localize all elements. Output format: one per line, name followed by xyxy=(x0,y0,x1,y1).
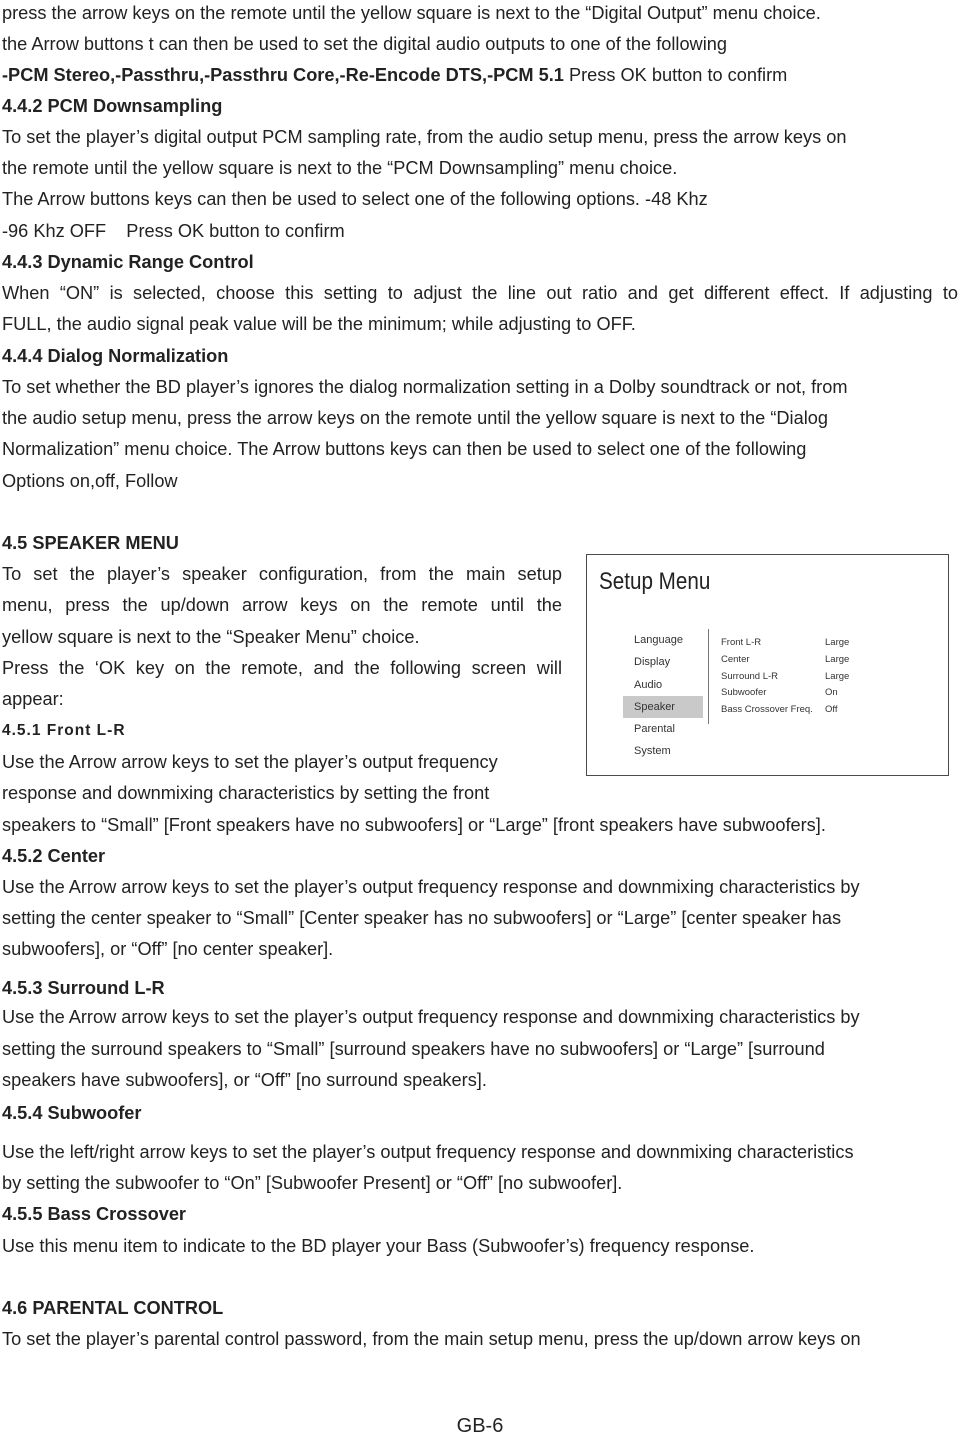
menu-item-language: Language xyxy=(634,634,683,646)
paragraph-line: Normalization” menu choice. The Arrow buttons keys can then be used to select one of the following xyxy=(2,439,807,459)
menu-divider xyxy=(708,629,709,724)
subsection-heading: 4.5.1 Front L-R xyxy=(2,722,126,739)
paragraph-line: To set the player’s digital output PCM sampling rate, from the audio setup menu, press the arrow keys on xyxy=(2,127,847,147)
output-options-list: -PCM Stereo,-Passthru,-Passthru Core,-Re-Encode DTS,-PCM 5.1 xyxy=(2,65,564,85)
paragraph-line: response and downmixing characteristics by setting the front xyxy=(2,783,490,803)
paragraph-line: Options on,off, Follow xyxy=(2,471,178,491)
value-center: Large xyxy=(825,653,850,665)
setup-menu-categories xyxy=(623,629,703,763)
menu-item-parental: Parental xyxy=(634,723,675,736)
value-surround-lr: Large xyxy=(825,670,850,682)
paragraph-line: Press the ‘OK key on the remote, and the following screen will xyxy=(2,658,562,678)
paragraph-line: Use the Arrow arrow keys to set the player’s output frequency response and downmixing characteristics by xyxy=(2,1007,860,1027)
paragraph-line: appear: xyxy=(2,689,64,709)
option-surround-lr: Surround L-R xyxy=(721,670,779,682)
paragraph-line xyxy=(2,64,787,86)
paragraph-line: by setting the subwoofer to “On” [Subwoofer Present] or “Off” [no subwoofer]. xyxy=(2,1173,623,1193)
subsection-heading: 4.5.5 Bass Crossover xyxy=(2,1204,187,1224)
section-heading: 4.4.2 PCM Downsampling xyxy=(2,96,223,116)
value-bass-crossover: Off xyxy=(825,704,838,716)
paragraph-line: press the arrow keys on the remote until the yellow square is next to the “Digital Output” menu choice. xyxy=(2,3,821,23)
paragraph-line: To set whether the BD player’s ignores the dialog normalization setting in a Dolby soundtrack or not, from xyxy=(2,377,848,397)
paragraph-line: Use the left/right arrow keys to set the player’s output frequency response and downmixing characteristics xyxy=(2,1142,854,1162)
paragraph-line: To set the player’s speaker configuration, from the main setup xyxy=(2,564,562,584)
paragraph-line: speakers to “Small” [Front speakers have no subwoofers] or “Large” [front speakers have subwoofers]. xyxy=(2,815,826,835)
paragraph-line: -96 Khz OFF Press OK button to confirm xyxy=(2,221,345,241)
paragraph-line: the remote until the yellow square is next to the “PCM Downsampling” menu choice. xyxy=(2,158,678,178)
subsection-heading: 4.5.4 Subwoofer xyxy=(2,1103,142,1123)
menu-item-display: Display xyxy=(634,656,671,669)
paragraph-line: yellow square is next to the “Speaker Menu” choice. xyxy=(2,627,420,647)
speaker-options xyxy=(721,635,831,719)
option-subwoofer: Subwoofer xyxy=(721,687,767,699)
paragraph-line: speakers have subwoofers], or “Off” [no surround speakers]. xyxy=(2,1070,487,1090)
page-number: GB-6 xyxy=(456,1415,504,1437)
value-front-lr: Large xyxy=(825,637,850,648)
option-bass-crossover: Bass Crossover Freq. xyxy=(721,704,813,716)
menu-item-audio: Audio xyxy=(634,678,663,691)
section-heading: 4.4.4 Dialog Normalization xyxy=(2,346,229,366)
speaker-values xyxy=(825,635,885,719)
paragraph-line: FULL, the audio signal peak value will be the minimum; while adjusting to OFF. xyxy=(2,314,636,334)
value-subwoofer: On xyxy=(825,687,838,699)
menu-item-system: System xyxy=(634,745,671,758)
paragraph-line: The Arrow buttons keys can then be used to select one of the following options. -48 Khz xyxy=(2,189,708,209)
setup-menu-figure xyxy=(586,554,949,776)
paragraph-line: Use the Arrow arrow keys to set the player’s output frequency response and downmixing characteristics by xyxy=(2,877,860,897)
paragraph-line: Use this menu item to indicate to the BD player your Bass (Subwoofer’s) frequency response. xyxy=(2,1236,755,1256)
setup-menu-title: Setup Menu xyxy=(599,568,711,595)
paragraph-line: the Arrow buttons t can then be used to set the digital audio outputs to one of the following xyxy=(2,34,727,54)
subsection-heading: 4.5.2 Center xyxy=(2,846,106,866)
paragraph-line: subwoofers], or “Off” [no center speaker]. xyxy=(2,939,334,959)
confirm-instruction: Press OK button to confirm xyxy=(563,65,788,85)
paragraph-line: setting the center speaker to “Small” [Center speaker has no subwoofers] or “Large” [center speaker has xyxy=(2,908,842,928)
menu-item-speaker: Speaker xyxy=(623,696,703,718)
paragraph-line: Use the Arrow arrow keys to set the player’s output frequency xyxy=(2,752,498,772)
paragraph-line: To set the player’s parental control password, from the main setup menu, press the up/down arrow keys on xyxy=(2,1329,861,1349)
option-front-lr: Front L-R xyxy=(721,637,762,648)
option-center: Center xyxy=(721,653,750,665)
paragraph-line: When “ON” is selected, choose this setting to adjust the line out ratio and get different effect. If adjusting to xyxy=(2,283,958,303)
subsection-heading: 4.5.3 Surround L-R xyxy=(2,978,165,998)
paragraph-line: the audio setup menu, press the arrow keys on the remote until the yellow square is next to the “Dialog xyxy=(2,408,828,428)
paragraph-line: menu, press the up/down arrow keys on the remote until the xyxy=(2,595,562,615)
section-heading: 4.4.3 Dynamic Range Control xyxy=(2,252,254,272)
paragraph-line: setting the surround speakers to “Small” [surround speakers have no subwoofers] or “Large” [surround xyxy=(2,1039,825,1059)
section-heading: 4.6 PARENTAL CONTROL xyxy=(2,1298,224,1318)
section-heading: 4.5 SPEAKER MENU xyxy=(2,533,179,553)
